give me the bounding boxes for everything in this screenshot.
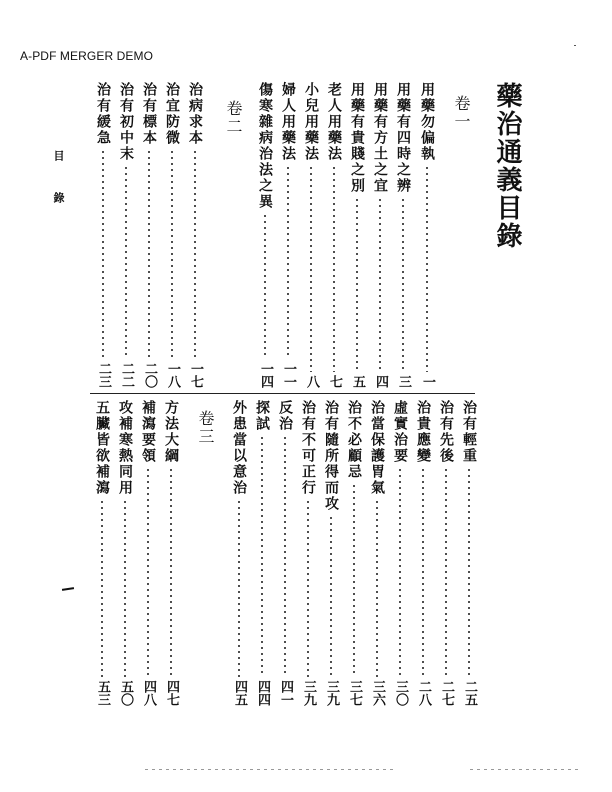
leader-dots [125, 165, 127, 359]
toc-entry[interactable] [256, 82, 274, 388]
entry-title: 用藥有貴賤之別 [349, 82, 365, 194]
entry-page: 一八 [165, 362, 180, 388]
toc-entry[interactable] [253, 400, 271, 706]
leader-dots [445, 467, 447, 677]
toc-entry[interactable] [162, 400, 180, 706]
entry-page: 三九 [324, 680, 339, 706]
entry-page: 三六 [370, 680, 385, 706]
entry-title: 虛實治要 [392, 400, 408, 464]
volume-1-heading: 卷一 [452, 95, 471, 131]
entry-page: 一一 [281, 362, 296, 388]
entry-title: 治有標本 [141, 82, 157, 146]
entry-title: 外患當以意治 [231, 400, 247, 496]
entry-page: 二〇 [142, 362, 157, 388]
entry-title: 治貴應變 [415, 400, 431, 464]
leader-dots [264, 213, 266, 359]
entry-title: 探試 [254, 400, 270, 432]
leader-dots [333, 165, 335, 372]
entry-title: 五臟皆欲補瀉 [94, 400, 110, 496]
leader-dots [261, 435, 263, 677]
toc-entry[interactable] [276, 400, 294, 706]
entry-page: 五〇 [118, 680, 133, 706]
toc-entry[interactable] [279, 82, 297, 388]
toc-entry[interactable] [299, 400, 317, 706]
toc-entry[interactable] [391, 400, 409, 706]
entry-title: 老人用藥法 [326, 82, 342, 162]
folio-mark [62, 587, 74, 591]
leader-dots [238, 499, 240, 677]
toc-entry[interactable] [371, 82, 389, 388]
scan-mark [574, 45, 576, 46]
entry-page: 二二 [119, 362, 134, 388]
toc-entry[interactable] [437, 400, 455, 706]
side-label-lu: 錄 [52, 192, 65, 203]
entry-title: 治宜防微 [164, 82, 180, 146]
toc-entry[interactable] [322, 400, 340, 706]
toc-entry[interactable] [345, 400, 363, 706]
leader-dots [356, 197, 358, 372]
entry-title: 反治 [277, 400, 293, 432]
entry-page: 一 [420, 375, 435, 388]
entry-title: 小兒用藥法 [303, 82, 319, 162]
toc-entry[interactable] [93, 400, 111, 706]
leader-dots [307, 499, 309, 677]
entry-title: 治不必顧忌 [346, 400, 362, 480]
watermark-text: A-PDF MERGER DEMO [20, 49, 154, 63]
entry-page: 四五 [232, 680, 247, 706]
entry-page: 二八 [416, 680, 431, 706]
toc-entry[interactable] [460, 400, 478, 706]
entry-page: 八 [304, 375, 319, 388]
entry-title: 方法大綱 [163, 400, 179, 464]
toc-entry[interactable] [140, 82, 158, 388]
leader-dots [287, 165, 289, 359]
volume-3-heading: 卷三 [196, 410, 215, 446]
toc-entry[interactable] [117, 82, 135, 388]
entry-page: 四四 [255, 680, 270, 706]
toc-entry[interactable] [414, 400, 432, 706]
entry-title: 婦人用藥法 [280, 82, 296, 162]
entry-title: 傷寒雜病治法之異 [257, 82, 273, 210]
entry-page: 五三 [95, 680, 110, 706]
leader-dots [102, 149, 104, 359]
entry-page: 三〇 [393, 680, 408, 706]
entry-page: 五 [350, 375, 365, 388]
entry-title: 治有輕重 [461, 400, 477, 464]
toc-entry[interactable] [230, 400, 248, 706]
leader-dots [148, 149, 150, 359]
toc-entry[interactable] [394, 82, 412, 388]
entry-page: 四七 [164, 680, 179, 706]
entry-page: 二五 [462, 680, 477, 706]
entry-title: 用藥有四時之辨 [395, 82, 411, 194]
leader-dots [147, 467, 149, 677]
leader-dots [399, 467, 401, 677]
leader-dots [330, 515, 332, 677]
leader-dots [124, 499, 126, 677]
entry-title: 治有不可正行 [300, 400, 316, 496]
leader-dots [376, 499, 378, 677]
page-title: 藥治通義目錄 [492, 82, 522, 250]
entry-title: 治有隨所得而攻 [323, 400, 339, 512]
leader-dots [422, 467, 424, 677]
entry-title: 治病求本 [187, 82, 203, 146]
entry-title: 用藥有方土之宜 [372, 82, 388, 194]
entry-page: 一四 [258, 362, 273, 388]
leader-dots [468, 467, 470, 677]
leader-dots [426, 165, 428, 372]
entry-title: 治有緩急 [95, 82, 111, 146]
entry-page: 四一 [278, 680, 293, 706]
leader-dots [310, 165, 312, 372]
scan-artifact [470, 769, 580, 770]
volume-2-heading: 卷二 [224, 100, 243, 136]
scan-artifact [145, 769, 395, 770]
entry-page: 七 [327, 375, 342, 388]
side-label-mu: 目 [52, 150, 65, 161]
entry-page: 三七 [347, 680, 362, 706]
entry-page: 四八 [141, 680, 156, 706]
toc-entry[interactable] [325, 82, 343, 388]
leader-dots [353, 483, 355, 677]
entry-page: 二三 [96, 362, 111, 388]
toc-entry[interactable] [348, 82, 366, 388]
leader-dots [170, 467, 172, 677]
section-divider [90, 393, 475, 394]
toc-entry[interactable] [116, 400, 134, 706]
entry-page: 二七 [439, 680, 454, 706]
leader-dots [194, 149, 196, 359]
entry-page: 一七 [188, 362, 203, 388]
entry-title: 治有初中末 [118, 82, 134, 162]
toc-entry[interactable] [94, 82, 112, 388]
entry-page: 三 [396, 375, 411, 388]
leader-dots [284, 435, 286, 677]
toc-entry[interactable] [139, 400, 157, 706]
entry-title: 治當保護胃氣 [369, 400, 385, 496]
leader-dots [101, 499, 103, 677]
entry-title: 補瀉要領 [140, 400, 156, 464]
entry-title: 攻補寒熱同用 [117, 400, 133, 496]
toc-entry[interactable] [186, 82, 204, 388]
entry-page: 四 [373, 375, 388, 388]
toc-entry[interactable] [302, 82, 320, 388]
leader-dots [402, 197, 404, 372]
toc-entry[interactable] [163, 82, 181, 388]
toc-entry[interactable] [368, 400, 386, 706]
toc-entry[interactable] [418, 82, 436, 388]
leader-dots [379, 197, 381, 372]
entry-page: 三九 [301, 680, 316, 706]
leader-dots [171, 149, 173, 359]
entry-title: 用藥勿偏執 [419, 82, 435, 162]
entry-title: 治有先後 [438, 400, 454, 464]
